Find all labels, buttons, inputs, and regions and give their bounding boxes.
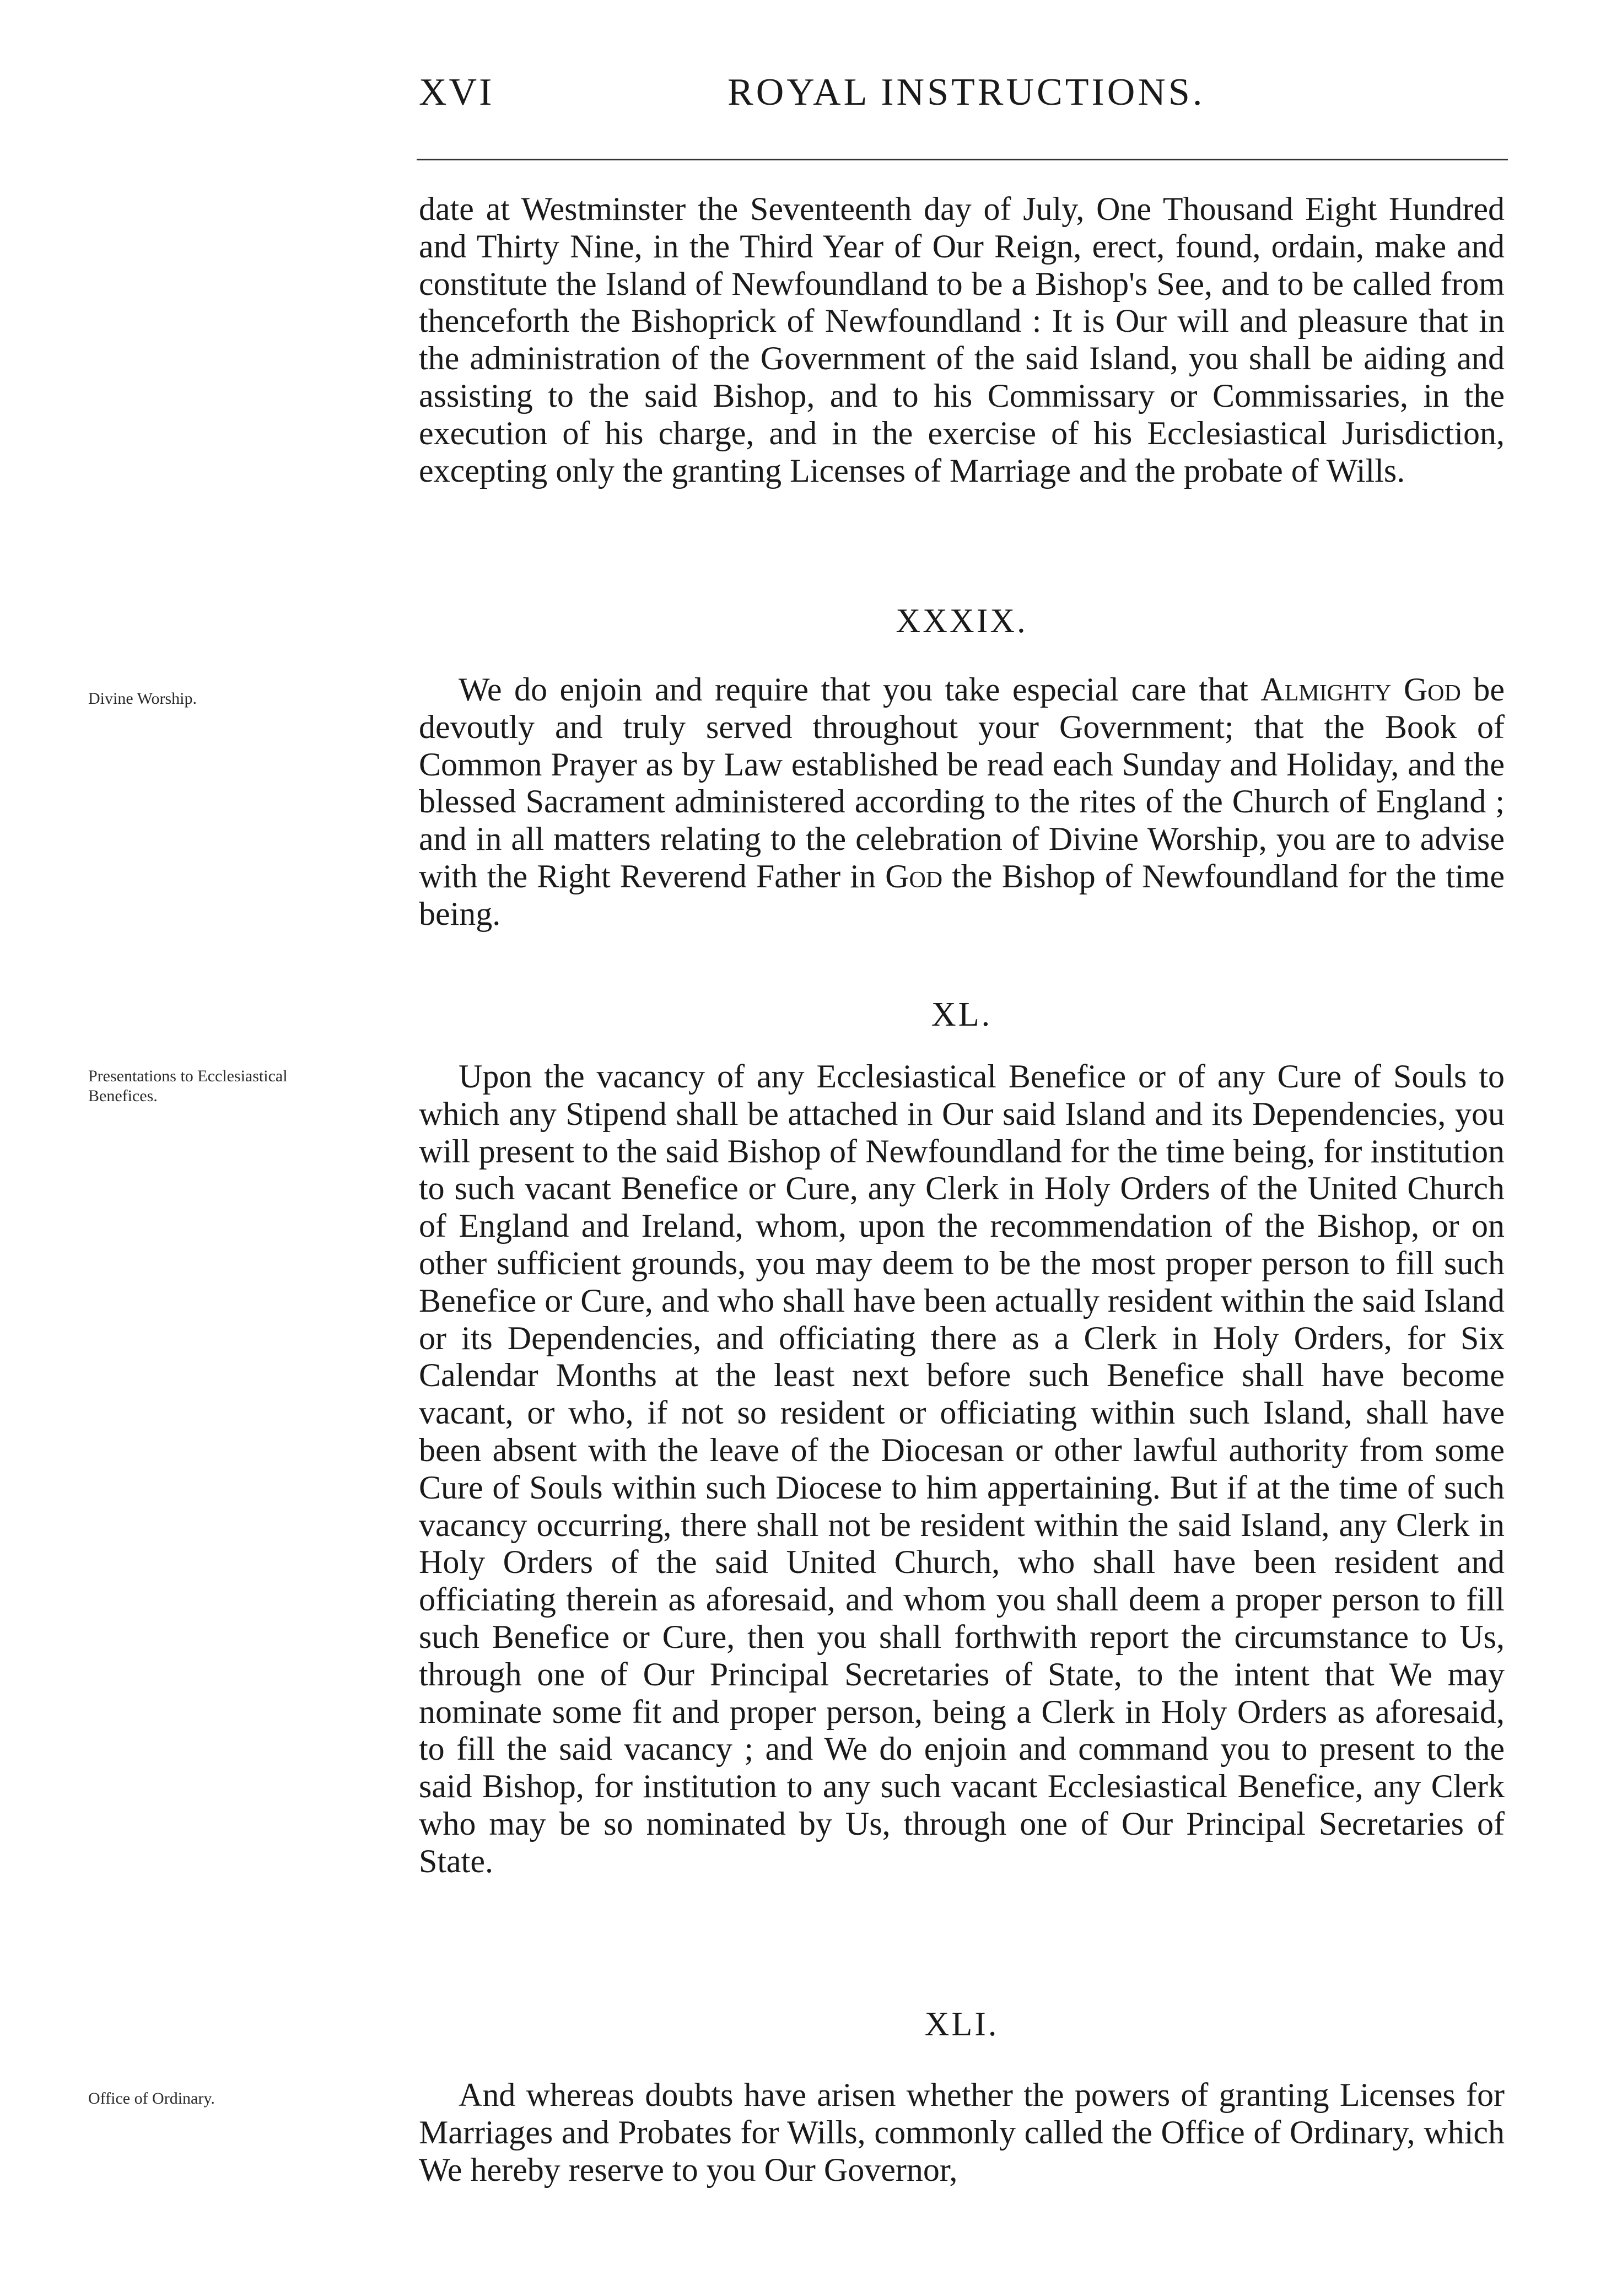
section-number-xl: XL. <box>931 996 993 1033</box>
section-xxxix-text-a: We do enjoin and require that you take especial care that <box>459 671 1261 708</box>
marginal-note-divine-worship: Divine Worship. <box>88 689 197 708</box>
god-smallcaps: God <box>885 858 943 894</box>
header-rule <box>417 159 1508 160</box>
section-xxxix-text <box>419 671 1505 933</box>
page-header <box>419 71 1505 126</box>
page-folio: XVI <box>419 71 494 114</box>
section-xxxix-body <box>419 671 1505 980</box>
section-number-xli: XLI. <box>924 2006 999 2043</box>
section-xli-body <box>419 2077 1505 2209</box>
running-title: ROYAL INSTRUCTIONS. <box>727 71 1205 114</box>
section-xl-text: Upon the vacancy of any Ecclesiastical Benefice or of any Cure of Souls to which any Stipend shall be attached in Our said Island and its Dependencies, you will present to the said Bishop of Newfoundland for the time being, for institution to such vacant Benefice or Cure, any Clerk in Holy Orders of the United Church of England and Ireland, whom, upon the recommendation of the Bishop, or on other sufficient grounds, you may deem to be the most proper person to fill such Benefice or Cure, and who shall have been actually resident within the said Island or its Dependencies, and officiating there as a Clerk in Holy Orders, for Six Calendar Months at the least next before such Benefice shall have become vacant, or who, if not so resident or officiating within such Island, shall have been absent with the leave of the Diocesan or other lawful authority from some Cure of Souls within such Diocese to him appertaining. But if at the time of such vacancy occurring, there shall not be resident within the said Island, any Clerk in Holy Orders of the said United Church, who shall have been resident and officiating therein as aforesaid, and whom you shall deem a proper person to fill such Benefice or Cure, then you shall forthwith report the circumstance to Us, through one of Our Principal Secretaries of State, to the intent that We may nominate some fit and proper person, being a Clerk in Holy Orders as aforesaid, to fill the said vacancy ; and We do enjoin and command you to present to the said Bishop, for institution to any such vacant Ecclesiastical Benefice, any Clerk who may be so nominated by Us, through one of Our Principal Secretaries of State. <box>419 1058 1505 1879</box>
continuation-text: date at Westminster the Seventeenth day of July, One Thousand Eight Hundred and Thirty Nine, in the Third Year of Our Reign, erect, found, ordain, make and constitute the Island of Newfoundland to be a Bishop's See, and to be called from thenceforth the Bishoprick of Newfoundland : It is Our will and pleasure that in the administration of the Government of the said Island, you shall be aiding and assisting to the said Bishop, and to his Commissary or Commissaries, in the execution of his charge, and in the exercise of his Ecclesiastical Jurisdiction, excepting only the granting Licenses of Marriage and the probate of Wills. <box>419 191 1505 489</box>
marginal-note-presentations: Presentations to Ecclesiastical Benefices. <box>88 1067 288 1105</box>
almighty-god-smallcaps: Almighty God <box>1260 671 1461 708</box>
section-xli-text: And whereas doubts have arisen whether the powers of granting Licenses for Marriages and Probates for Wills, commonly called the Office of Ordinary, which We hereby reserve to you Our Governor, <box>419 2077 1505 2188</box>
section-xxxix-text-b: be devoutly and truly served throughout your Government; that the Book of Common Prayer as by Law established be read each Sunday and Holiday, and the blessed Sacrament administered according to the rites of the Church of England ; and in all matters relating to the celebration of Divine Worship, you are to advise with the Right Reverend Father in <box>419 671 1505 894</box>
section-number-xxxix: XXXIX. <box>896 602 1028 640</box>
section-xxxix-text-c: the Bishop of Newfoundland for the time being. <box>419 858 1505 932</box>
marginal-note-office-of-ordinary: Office of Ordinary. <box>88 2089 215 2108</box>
continuation-paragraph <box>419 191 1505 576</box>
section-xl-body <box>419 1058 1505 1984</box>
